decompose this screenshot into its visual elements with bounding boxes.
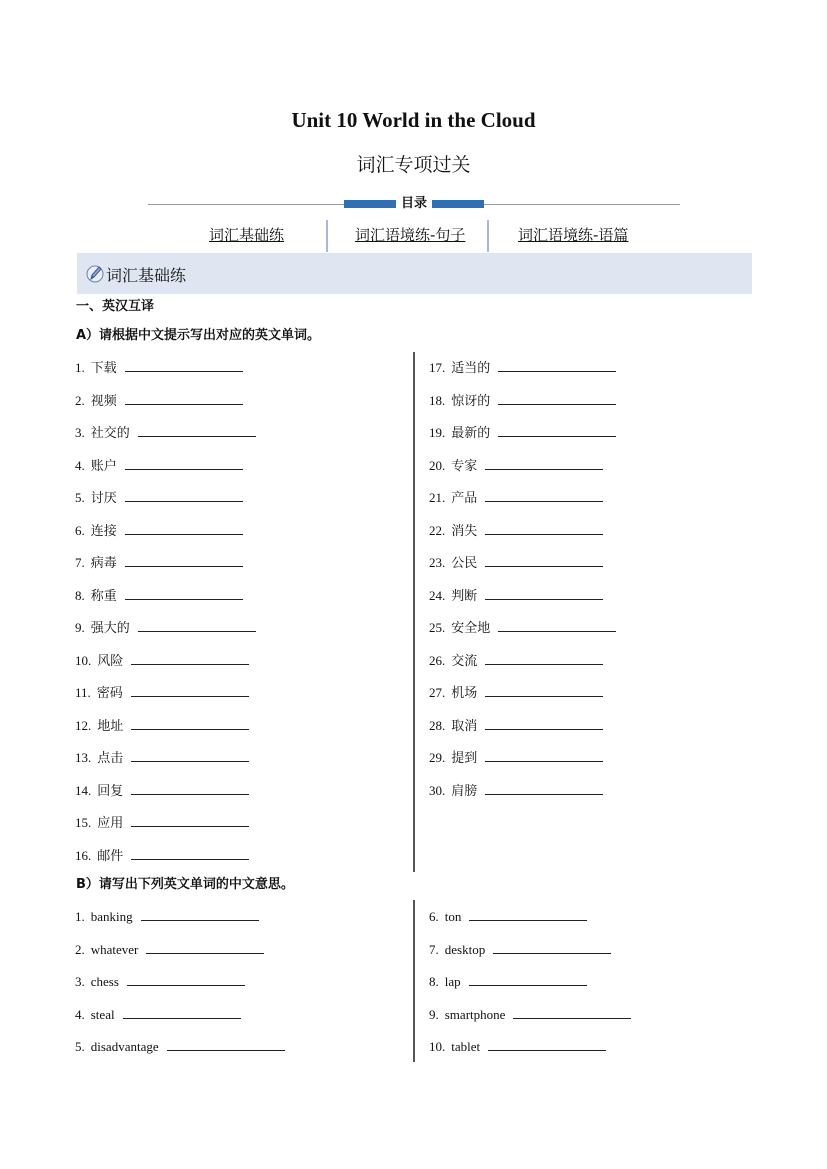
item-number: 18. — [429, 392, 446, 408]
list-item — [75, 359, 243, 378]
item-prompt: tablet — [451, 1039, 481, 1054]
toc-link-sentence[interactable]: 词汇语境练-句子 — [355, 226, 466, 244]
item-prompt: 安全地 — [451, 621, 491, 636]
item-prompt: 判断 — [451, 588, 478, 604]
column-divider — [413, 900, 415, 1062]
answer-blank[interactable] — [167, 1038, 285, 1051]
answer-blank[interactable] — [123, 1006, 241, 1019]
item-prompt: 地址 — [97, 718, 124, 734]
list-item — [429, 522, 603, 541]
item-prompt: 回复 — [97, 783, 124, 799]
item-prompt: 社交的 — [90, 426, 130, 441]
answer-blank[interactable] — [498, 619, 616, 632]
item-prompt: 肩膀 — [451, 783, 478, 799]
item-prompt: lap — [444, 974, 461, 989]
list-item — [75, 814, 249, 833]
list-item — [429, 489, 603, 508]
item-prompt: 提到 — [451, 751, 478, 766]
item-number: 27. — [429, 685, 446, 700]
list-item — [75, 941, 264, 960]
item-number: 8. — [429, 974, 439, 989]
item-prompt: 惊讶的 — [451, 393, 491, 409]
section-title: 词汇基础练 — [106, 266, 187, 285]
list-item — [75, 973, 245, 992]
item-number: 4. — [75, 1006, 85, 1022]
item-number: 6. — [75, 522, 85, 538]
answer-blank[interactable] — [125, 587, 243, 600]
list-item — [75, 908, 259, 927]
list-item — [429, 782, 603, 801]
item-number: 10. — [429, 1039, 446, 1054]
list-item — [429, 717, 603, 736]
list-item — [429, 457, 603, 476]
answer-blank[interactable] — [138, 424, 256, 437]
list-item — [75, 554, 243, 573]
answer-blank[interactable] — [485, 554, 603, 567]
list-item — [429, 684, 603, 703]
item-number: 8. — [75, 587, 85, 603]
item-number: 7. — [75, 555, 85, 570]
item-prompt: 病毒 — [90, 556, 117, 571]
toc-link-passage[interactable]: 词汇语境练-语篇 — [518, 226, 629, 244]
item-prompt: 风险 — [97, 653, 124, 669]
item-number: 9. — [429, 1006, 439, 1022]
list-item — [429, 587, 603, 606]
list-item — [75, 424, 256, 443]
item-number: 23. — [429, 555, 446, 570]
answer-blank[interactable] — [485, 522, 603, 535]
answer-blank[interactable] — [485, 717, 603, 730]
answer-blank[interactable] — [469, 908, 587, 921]
list-item — [75, 522, 243, 541]
item-prompt: 专家 — [451, 458, 478, 474]
answer-blank[interactable] — [131, 717, 249, 730]
item-number: 6. — [429, 909, 439, 924]
list-item — [75, 1038, 285, 1057]
item-prompt: 连接 — [90, 523, 117, 539]
item-number: 26. — [429, 652, 446, 668]
item-prompt: 公民 — [451, 556, 478, 571]
answer-blank[interactable] — [485, 684, 603, 697]
toc-separator — [326, 220, 328, 252]
list-item — [429, 359, 616, 378]
item-prompt: desktop — [444, 941, 486, 957]
item-number: 5. — [75, 1039, 85, 1054]
item-number: 17. — [429, 360, 446, 375]
answer-blank[interactable] — [493, 941, 611, 954]
answer-blank[interactable] — [146, 941, 264, 954]
answer-blank[interactable] — [485, 457, 603, 470]
answer-blank[interactable] — [125, 457, 243, 470]
answer-blank[interactable] — [469, 973, 587, 986]
answer-blank[interactable] — [131, 814, 249, 827]
item-number: 28. — [429, 717, 446, 733]
list-item — [429, 973, 587, 992]
list-item — [75, 587, 243, 606]
item-prompt: whatever — [90, 941, 139, 957]
item-number: 12. — [75, 717, 92, 733]
toc-separator — [487, 220, 489, 252]
answer-blank[interactable] — [485, 652, 603, 665]
item-prompt: 密码 — [96, 686, 123, 701]
answer-blank[interactable] — [131, 847, 249, 860]
toc-link-basic[interactable]: 词汇基础练 — [209, 226, 285, 244]
answer-blank[interactable] — [498, 392, 616, 405]
list-item — [75, 619, 256, 638]
item-number: 14. — [75, 782, 92, 798]
item-number: 11. — [75, 685, 91, 700]
item-number: 1. — [75, 360, 85, 375]
answer-blank[interactable] — [488, 1038, 606, 1051]
list-item — [429, 941, 611, 960]
part-b-heading: B）请写出下列英文单词的中文意思。 — [76, 877, 294, 892]
answer-blank[interactable] — [131, 684, 249, 697]
item-number: 29. — [429, 750, 446, 765]
list-item — [75, 652, 249, 671]
list-item — [429, 908, 587, 927]
item-prompt: banking — [90, 909, 133, 924]
item-prompt: 点击 — [97, 751, 124, 766]
item-prompt: 产品 — [451, 491, 478, 506]
item-number: 20. — [429, 457, 446, 473]
item-prompt: 下载 — [90, 361, 117, 376]
toc-accent-right — [430, 200, 484, 208]
answer-blank[interactable] — [125, 489, 243, 502]
item-number: 19. — [429, 425, 446, 440]
item-prompt: disadvantage — [90, 1039, 159, 1054]
item-prompt: 适当的 — [451, 361, 491, 376]
document-subtitle: 词汇专项过关 — [356, 154, 471, 176]
item-number: 15. — [75, 815, 92, 830]
answer-blank[interactable] — [125, 392, 243, 405]
pencil-icon — [85, 262, 105, 284]
answer-blank[interactable] — [485, 587, 603, 600]
answer-blank[interactable] — [125, 554, 243, 567]
document-title: Unit 10 World in the Cloud — [291, 108, 536, 132]
list-item — [429, 749, 603, 768]
item-number: 1. — [75, 909, 85, 924]
list-item — [429, 554, 603, 573]
list-item — [429, 392, 616, 411]
answer-blank[interactable] — [131, 749, 249, 762]
item-prompt: 最新的 — [451, 426, 491, 441]
item-number: 3. — [75, 425, 85, 440]
item-number: 25. — [429, 620, 446, 635]
list-item — [429, 1038, 606, 1057]
list-item — [429, 1006, 631, 1025]
item-number: 24. — [429, 587, 446, 603]
item-prompt: 交流 — [451, 653, 478, 669]
answer-blank[interactable] — [138, 619, 256, 632]
list-item — [75, 392, 243, 411]
list-item — [75, 749, 249, 768]
answer-blank[interactable] — [498, 424, 616, 437]
answer-blank[interactable] — [125, 522, 243, 535]
item-prompt: 消失 — [451, 523, 478, 539]
part-a-heading: A）请根据中文提示写出对应的英文单词。 — [76, 328, 321, 343]
answer-blank[interactable] — [131, 782, 249, 795]
item-number: 22. — [429, 522, 446, 538]
item-prompt: 邮件 — [97, 848, 124, 864]
part-heading: 一、英汉互译 — [76, 299, 155, 314]
item-number: 9. — [75, 620, 85, 635]
list-item — [75, 782, 249, 801]
answer-blank[interactable] — [125, 359, 243, 372]
answer-blank[interactable] — [485, 489, 603, 502]
list-item — [75, 1006, 241, 1025]
toc-label: 目录 — [396, 195, 432, 212]
item-number: 10. — [75, 652, 92, 668]
item-prompt: steal — [90, 1006, 115, 1022]
item-prompt: 称重 — [90, 588, 117, 604]
item-prompt: 视频 — [90, 393, 117, 409]
toc-accent-left — [344, 200, 398, 208]
item-number: 30. — [429, 782, 446, 798]
list-item — [75, 847, 249, 866]
answer-blank[interactable] — [127, 973, 245, 986]
item-number: 13. — [75, 750, 92, 765]
item-number: 5. — [75, 490, 85, 505]
list-item — [429, 619, 616, 638]
item-prompt: 强大的 — [90, 621, 130, 636]
item-prompt: 账户 — [90, 458, 117, 474]
list-item — [75, 717, 249, 736]
item-prompt: smartphone — [444, 1006, 506, 1022]
answer-blank[interactable] — [498, 359, 616, 372]
item-prompt: 取消 — [451, 718, 478, 734]
item-number: 7. — [429, 941, 439, 957]
item-prompt: 讨厌 — [90, 491, 117, 506]
answer-blank[interactable] — [513, 1006, 631, 1019]
answer-blank[interactable] — [131, 652, 249, 665]
list-item — [75, 457, 243, 476]
answer-blank[interactable] — [485, 782, 603, 795]
list-item — [429, 424, 616, 443]
list-item — [75, 489, 243, 508]
item-prompt: 机场 — [451, 686, 478, 701]
column-divider — [413, 352, 415, 872]
answer-blank[interactable] — [141, 908, 259, 921]
item-number: 2. — [75, 941, 85, 957]
item-prompt: chess — [90, 974, 119, 989]
item-prompt: 应用 — [97, 816, 124, 831]
item-number: 2. — [75, 392, 85, 408]
answer-blank[interactable] — [485, 749, 603, 762]
list-item — [429, 652, 603, 671]
item-prompt: ton — [444, 909, 462, 924]
item-number: 4. — [75, 457, 85, 473]
item-number: 3. — [75, 974, 85, 989]
item-number: 21. — [429, 490, 446, 505]
item-number: 16. — [75, 847, 92, 863]
list-item — [75, 684, 249, 703]
